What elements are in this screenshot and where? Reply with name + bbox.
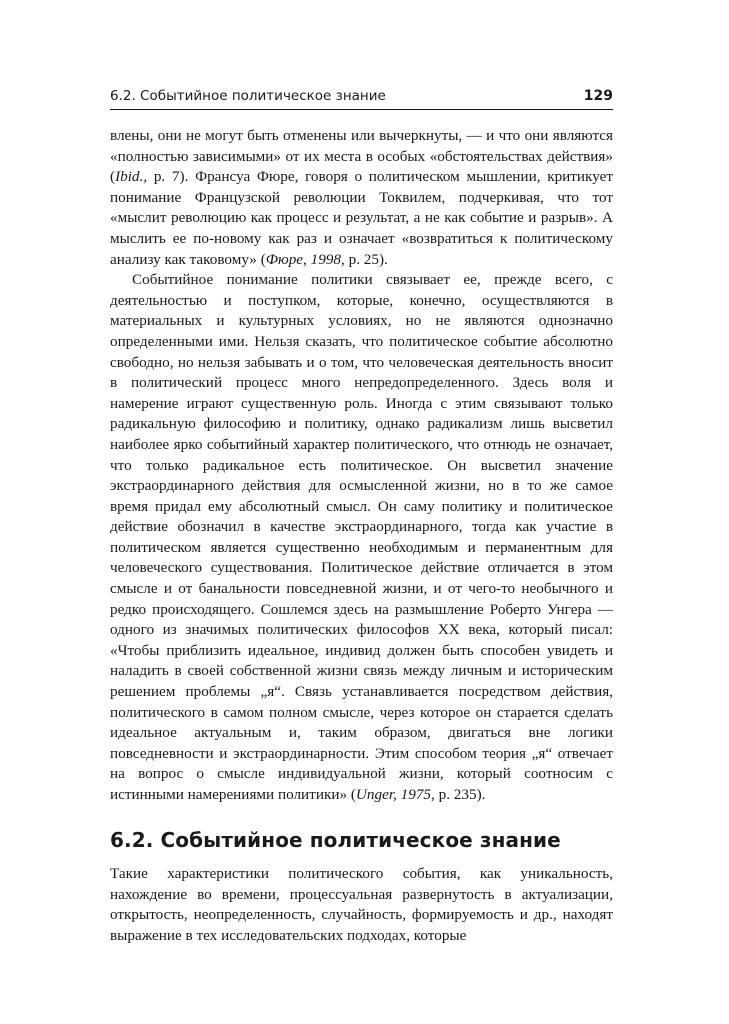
running-header-title: 6.2. Событийное политическое знание bbox=[110, 88, 386, 104]
paragraph-text: Событийное понимание политики связывает ее, прежде всего, с деятельностью и поступком, которые, конечно, осуществляются в материальных и культурных условиях, но не являются однозначно определенными ими. Нельзя сказать, что политическое событие абсолютно свободно, но нельзя забывать и о том, что человеческая деятельность вносит в политический процесс много непредопределенного. Здесь воля и намерение играют существенную роль. Иногда с этим связывают только радикальную философию и политику, однако радикализм лишь высветил наиболее ярко событийный характер политического, что отнюдь не означает, что только радикальное есть политическое. Он высветил значение экстраординарного действия для осмысленной жизни, но в то же самое время придал ему абсолютный смысл. Он саму политику и политическое действие обозначил в качестве экстраординарного, тогда как участие в политическом является существенно необходимым и перманентным для человеческого существования. Политическое действие отличается в этом смысле и от банальности повседневной жизни, и от чего-то необычного и редко происходящего. Сошлемся здесь на размышление Роберто Унгера — одного из значимых политических философов XX века, который писал: «Чтобы приблизить идеальное, индивид должен быть способен увидеть и наладить в своей собственной жизни связь между личным и историческим решением проблемы „я“. Связь устанавливается посредством действия, политического в самом полном смысле, через которое он старается сделать идеальное актуальным и, таким образом, двигаться вне логики повседневности и экстраординарности. Этим способом теория „я“ отвечает на вопрос о смысле индивидуальной жизни, который соотносим с истинными намерениями политики» ( bbox=[110, 271, 613, 803]
section-paragraph: Такие характеристики политического события, как уникальность, нахождение во времени, процессуальная развернутость в актуализации, открытость, неопределенность, случайность, формируемость и др., находят выражение в тех исследовательских подходах, которые bbox=[110, 865, 613, 944]
page-number: 129 bbox=[583, 88, 613, 104]
section-heading: 6.2. Событийное политическое знание bbox=[110, 827, 561, 852]
citation-fure: Фюре, 1998 bbox=[265, 250, 341, 268]
running-header bbox=[110, 88, 613, 110]
citation-ibid: Ibid. bbox=[115, 168, 144, 186]
body-text bbox=[110, 126, 613, 947]
paragraph-continued bbox=[110, 126, 613, 270]
book-page bbox=[110, 88, 613, 947]
paragraph-text: , p. 235). bbox=[431, 786, 486, 803]
paragraph-text: , p. 25). bbox=[341, 250, 388, 268]
paragraph-text: влены, они не могут быть отменены или вычеркнуты, — и что они являются «полностью зависимыми» от их места в особых «обстоятельствах действия» ( bbox=[110, 127, 613, 186]
citation-unger: Unger, 1975 bbox=[355, 786, 432, 803]
paragraph-text: , p. 7). Франсуа Фюре, говоря о политическом мышлении, критикует понимание Французской революции Токвилем, подчеркивая, что тот «мыслит революцию как процесс и результат, а не как событие и разрыв». А мыслить ее по-новому как раз и означает «возвратиться к политическому анализу как таковому» ( bbox=[110, 168, 613, 268]
paragraph-eventful-understanding bbox=[110, 270, 613, 805]
